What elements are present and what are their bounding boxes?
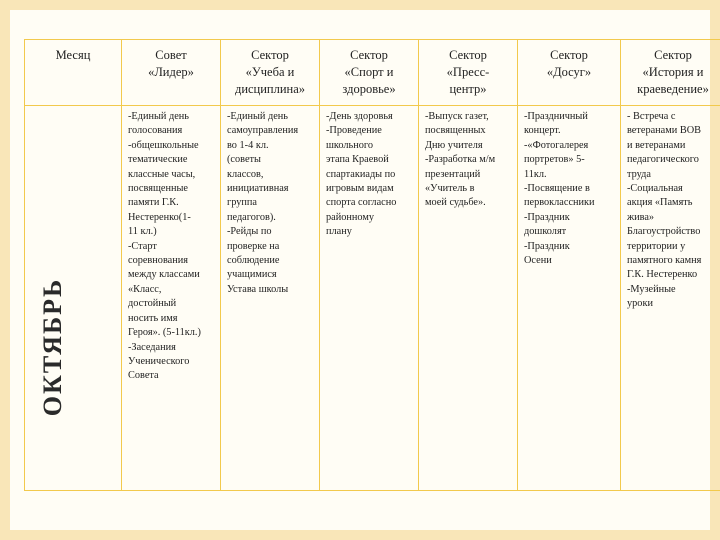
- cell-sector-history: - Встреча с ветеранами ВОВ и ветеранами педагогического труда -Социальная акция «Память жива» Благоустройство территории у памятного камня Г.К. Нестеренко -Музейные уроки: [621, 106, 720, 491]
- header-sector-sport: Сектор «Спорт и здоровье»: [320, 40, 419, 106]
- header-sector-history: Сектор «История и краеведение»: [621, 40, 720, 106]
- header-month: Месяц: [25, 40, 122, 106]
- header-row: [25, 40, 720, 106]
- cell-council-leader: -Единый день голосования -общешкольные тематические классные часы, посвященные памяти Г.К. Нестеренко(1- 11 кл.) -Старт соревнования между классами «Класс, достойный носить имя Героя». (5-11кл.) -Заседания Ученического Совета: [122, 106, 221, 491]
- header-council-leader: Совет «Лидер»: [122, 40, 221, 106]
- cell-sector-leisure: -Праздничный концерт. -«Фотогалерея портретов» 5- 11кл. -Посвящение в первоклассники -Праздник дошколят -Праздник Осени: [518, 106, 621, 491]
- plan-table: [24, 39, 720, 491]
- cell-sector-press: -Выпуск газет, посвященных Дню учителя -Разработка м/м презентаций «Учитель в моей судьбе».: [419, 106, 518, 491]
- plan-table-wrapper: [24, 39, 720, 491]
- table-row: [25, 106, 720, 491]
- header-sector-study: Сектор «Учеба и дисциплина»: [221, 40, 320, 106]
- month-label: ОКТЯБРЬ: [38, 277, 67, 417]
- cell-sector-study: -Единый день самоуправления во 1-4 кл. (советы классов, инициативная группа педагогов). -Рейды по проверке на соблюдение учащимися Устава школы: [221, 106, 320, 491]
- month-cell: [25, 106, 122, 491]
- month-label-box: [25, 252, 81, 442]
- header-sector-leisure: Сектор «Досуг»: [518, 40, 621, 106]
- header-sector-press: Сектор «Пресс- центр»: [419, 40, 518, 106]
- cell-sector-sport: -День здоровья -Проведение школьного этапа Краевой спартакиады по игровым видам спорта согласно районному плану: [320, 106, 419, 491]
